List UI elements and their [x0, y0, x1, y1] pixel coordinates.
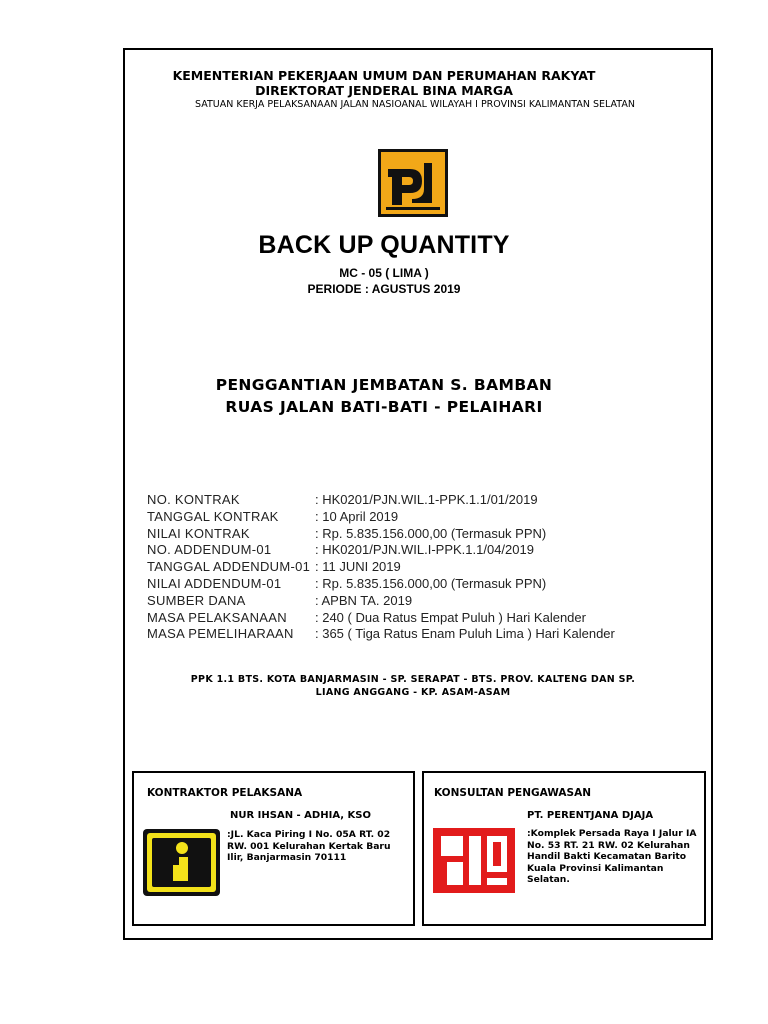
info-value: : 11 JUNI 2019 [315, 559, 401, 575]
consultant-heading: KONSULTAN PENGAWASAN [434, 787, 591, 799]
info-label: MASA PEMELIHARAAN [147, 626, 294, 642]
pu-logo-icon [378, 149, 448, 217]
info-value: : Rp. 5.835.156.000,00 (Termasuk PPN) [315, 525, 547, 541]
info-value: : APBN TA. 2019 [315, 592, 413, 608]
directorate-heading: DIREKTORAT JENDERAL BINA MARGA [255, 83, 513, 98]
document-title: BACK UP QUANTITY [258, 231, 510, 259]
info-value: : 365 ( Tiga Ratus Enam Puluh Lima ) Hari Kalender [315, 626, 615, 642]
info-value: : HK0201/PJN.WIL.I-PPK.1.1/04/2019 [315, 542, 534, 558]
info-value: : HK0201/PJN.WIL.1-PPK.1.1/01/2019 [315, 492, 538, 507]
contractor-box [132, 771, 415, 926]
contractor-heading: KONTRAKTOR PELAKSANA [147, 787, 303, 799]
consultant-box [422, 771, 706, 926]
mc-number: MC - 05 ( LIMA ) [339, 266, 429, 280]
contractor-logo-icon [143, 829, 220, 896]
info-label: TANGGAL KONTRAK [147, 508, 279, 524]
ppk-description: PPK 1.1 BTS. KOTA BANJARMASIN - SP. SERAPAT - BTS. PROV. KALTENG DAN SP. LIANG ANGGANG - KP. ASAM-ASAM [190, 674, 636, 698]
project-road: RUAS JALAN BATI-BATI - PELAIHARI [225, 398, 543, 416]
consultant-name: PT. PERENTJANA DJAJA [527, 810, 654, 821]
info-value: : 240 ( Dua Ratus Empat Puluh ) Hari Kalender [315, 609, 586, 625]
info-value: : 10 April 2019 [315, 508, 399, 524]
ministry-heading: KEMENTERIAN PEKERJAAN UMUM DAN PERUMAHAN RAKYAT [172, 68, 596, 83]
info-label: TANGGAL ADDENDUM-01 [147, 559, 311, 575]
period: PERIODE : AGUSTUS 2019 [307, 282, 461, 296]
contractor-name: NUR IHSAN - ADHIA, KSO [230, 810, 371, 821]
unit-heading: SATUAN KERJA PELAKSANAAN JALAN NASIOANAL WILAYAH I PROVINSI KALIMANTAN SELATAN [195, 99, 635, 110]
consultant-logo-icon [433, 828, 515, 893]
info-label: NILAI KONTRAK [147, 525, 250, 541]
info-label: NILAI ADDENDUM-01 [147, 575, 282, 591]
consultant-address: :Komplek Persada Raya I Jalur IA No. 53 RT. 21 RW. 02 Kelurahan Handil Bakti Kecamatan Barito Kuala Provinsi Kalimantan Selatan. [527, 828, 697, 885]
contractor-address: :JL. Kaca Piring I No. 05A RT. 02 RW. 001 Kelurahan Kertak Baru Ilir, Banjarmasin 70111 [227, 829, 391, 863]
info-label: NO. KONTRAK [147, 492, 240, 507]
info-value: : Rp. 5.835.156.000,00 (Termasuk PPN) [315, 575, 547, 591]
info-label: SUMBER DANA [147, 592, 246, 608]
project-title: PENGGANTIAN JEMBATAN S. BAMBAN [215, 376, 553, 394]
info-label: MASA PELAKSANAAN [147, 609, 287, 625]
info-label: NO. ADDENDUM-01 [147, 542, 272, 558]
